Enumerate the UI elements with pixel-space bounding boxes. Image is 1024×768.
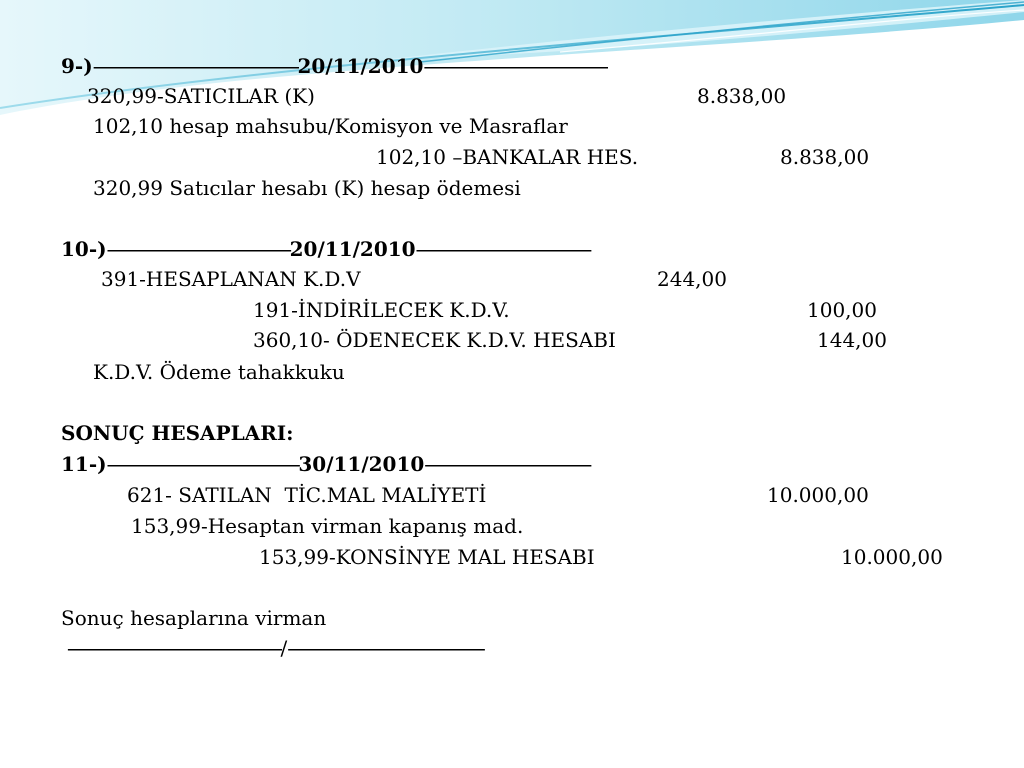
entry-number: 9-) [61, 54, 93, 78]
entry-note: K.D.V. Ödeme tahakkuku [93, 360, 345, 384]
credit-amount: 100,00 [807, 298, 877, 322]
entry-note: Sonuç hesaplarına virman [61, 606, 327, 630]
entry-9-header [61, 54, 606, 78]
credit-account: 191-İNDİRİLECEK K.D.V. [253, 298, 510, 322]
dash-separator: ------------------------------------------------- [67, 636, 281, 660]
entry-11-header [61, 452, 590, 476]
entry-date: 20/11/2010 [289, 237, 416, 261]
slash-mark: / [280, 636, 288, 660]
entry-date: 20/11/2010 [297, 54, 424, 78]
debit-amount: 8.838,00 [697, 84, 787, 108]
entry-note: 102,10 hesap mahsubu/Komisyon ve Masraflar [93, 114, 568, 138]
credit-account: 360,10- ÖDENECEK K.D.V. HESABI [253, 328, 616, 352]
entry-date: 30/11/2010 [298, 452, 425, 476]
dash-separator: -------------------------------------------- [106, 452, 299, 476]
credit-amount: 144,00 [817, 328, 887, 352]
credit-account: 153,99-KONSİNYE MAL HESABI [259, 545, 595, 569]
debit-account: 621- SATILAN TİC.MAL MALİYETİ [127, 483, 487, 507]
credit-amount: 10.000,00 [841, 545, 943, 569]
dash-separator: ------------------------------------------ [423, 54, 607, 78]
dash-separator: --------------------------------------------- [287, 636, 484, 660]
dash-separator: -------------------------------------- [424, 452, 590, 476]
section-title: SONUÇ HESAPLARI: [61, 421, 294, 445]
credit-account: 102,10 –BANKALAR HES. [376, 145, 639, 169]
entry-10-header [61, 237, 590, 261]
entry-note: 320,99 Satıcılar hesabı (K) hesap ödemesi [93, 176, 521, 200]
debit-amount: 10.000,00 [767, 483, 869, 507]
dash-separator: ------------------------------------------ [106, 237, 290, 261]
entry-number: 11-) [61, 452, 107, 476]
dash-separator: ---------------------------------------- [415, 237, 590, 261]
entry-note: 153,99-Hesaptan virman kapanış mad. [131, 514, 524, 538]
credit-amount: 8.838,00 [780, 145, 870, 169]
dash-separator: ----------------------------------------------- [92, 54, 298, 78]
entry-number: 10-) [61, 237, 107, 261]
debit-account: 391-HESAPLANAN K.D.V [101, 267, 361, 291]
closing-separator [67, 636, 483, 660]
debit-account: 320,99-SATICILAR (K) [87, 84, 315, 108]
debit-amount: 244,00 [657, 267, 727, 291]
